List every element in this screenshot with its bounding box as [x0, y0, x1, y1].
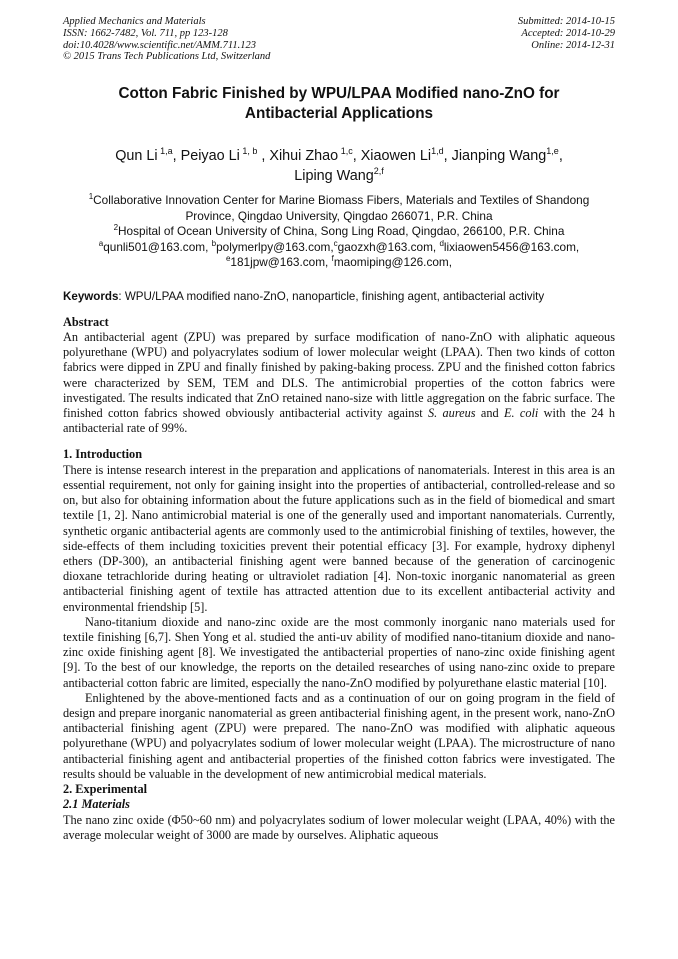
keywords-text: : WPU/LPAA modified nano-ZnO, nanoparticle, finishing agent, antibacterial activity — [118, 289, 545, 303]
submitted-date: Submitted: 2014-10-15 — [517, 16, 615, 27]
experimental-heading: 2. Experimental — [63, 781, 148, 796]
email-link[interactable]: 181jpw@163.com, — [230, 255, 332, 270]
author-name: Peiyao Li — [180, 148, 240, 165]
email-link[interactable]: lixiaowen5456@163.com, — [443, 239, 580, 254]
author-sup: 1,d — [431, 146, 444, 157]
paper-page — [63, 16, 615, 843]
introduction-heading: 1. Introduction — [63, 447, 143, 462]
header-left — [63, 16, 270, 63]
abstract-heading: Abstract — [63, 314, 109, 329]
doi-line: doi:10.4028/www.scientific.net/AMM.711.123 — [63, 39, 256, 51]
email-link[interactable]: gaozxh@163.com, — [337, 239, 440, 254]
header-right — [518, 16, 615, 63]
email-link[interactable]: maomiping@126.com, — [333, 255, 453, 270]
intro-paragraph-1: There is intense research interest in the preparation and applications of nanomaterials. Interest in this area is an essential requirement, not only for gaining insight into the properties of antibacterial, controlled-release and so on, but also for obtaining information about the future applications such as in the field of biomedical and smart textile [1, 2]. Nano antimicrobial material is one of the generally used and important nanomaterials. Currently, synthetic organic antibacterial agents are commonly used to the antimicrobial finishing of textiles, however, the side-effects of them including toxicities prevent their potential efficacy [3]. For example, hydroxy diphenyl ethers (DP-300), an antibacterial finishing agent were banned because of the generation of carcinogenic dioxane tetrachloride during heating or ultraviolet radiation [4]. Non-toxic inorganic nanomaterial as green antibacterial finishing agent of textile has attracted attention due to its excellent antibacterial activity and environmental friendship [5]. — [63, 462, 615, 614]
paper-title: Cotton Fabric Finished by WPU/LPAA Modified nano-ZnO for Antibacterial Applications — [118, 85, 560, 123]
author-sup: 2,f — [373, 166, 384, 177]
email-link[interactable]: polymerlpy@163.com, — [216, 239, 334, 254]
author-name: Xiaowen Li — [360, 148, 432, 165]
experimental-section — [63, 782, 615, 843]
abstract-text: An antibacterial agent (ZPU) was prepared by surface modification of nano-ZnO with aliphatic aqueous polyurethane (WPU) and polyacrylates sodium of lower molecular weight (LPAA). Then two kinds of cotton fabrics were dipped in ZPU and finally finished by paking-baking process. ZPU and the finished cotton fabrics were characterized by SEM, TEM and DLS. The antimicrobial properties of the cotton fabrics were investigated. The results indicated that ZnO retained nano-size with little aggregation on the fabric surface. The finished cotton fabrics showed obviously antibacterial activity against S. aureus and E. coli with the 24 h antibacterial rate of 99%. — [63, 329, 615, 436]
author-name: Liping Wang — [294, 168, 374, 185]
materials-heading: 2.1 Materials — [63, 797, 130, 812]
author-sup: 1, b — [242, 146, 258, 157]
journal-name: Applied Mechanics and Materials — [63, 16, 206, 27]
email-link[interactable]: qunli501@163.com, — [103, 239, 212, 254]
author-name: Jianping Wang — [451, 148, 547, 165]
author-sup: 1,e — [546, 146, 559, 157]
email-line-1: $^a$qunli501@163.com, $^b$polymerlpy@163.com,$^c$gaozxh@163.com, $^d$lixiaowen5456@163.com, — [98, 238, 580, 254]
email-line-2: $^e$181jpw@163.com, $^f$maomiping@126.com, — [225, 254, 453, 270]
author-sup: 1,c — [340, 146, 353, 157]
issn-line: ISSN: 1662-7482, Vol. 711, pp 123-128 — [63, 27, 228, 39]
keywords — [63, 289, 615, 304]
author-sup: 1,a — [160, 146, 173, 157]
author-name: Xihui Zhao — [269, 148, 339, 165]
introduction-section — [63, 447, 615, 782]
accepted-date: Accepted: 2014-10-29 — [521, 27, 615, 39]
materials-paragraph: The nano zinc oxide (Φ50~60 nm) and polyacrylates sodium of lower molecular weight (LPAA, 40%) with the average molecular weight of 3000 are made by ourselves. Aliphatic aqueous — [63, 812, 615, 842]
intro-paragraph-3: Enlightened by the above-mentioned facts and as a continuation of our on going program in the field of design and prepare inorganic nanomaterial as green antibacterial finishing agent, in the present work, nano-ZnO antibacterial finishing agent (ZPU) were prepared. The nano-ZnO was modified with aliphatic aqueous polyurethane (WPU) and polyacrylates sodium of lower molecular weight (LPAA). The microstructure of nano antibacterial finishing agent and antibacterial properties of the finished cotton fabrics were investigated. The results should be valuable in the development of new antimicrobial medical materials. — [63, 690, 615, 781]
online-date: Online: 2014-12-31 — [531, 39, 615, 51]
affiliations — [63, 193, 615, 271]
author-list: Qun Li $^{1,a}$, Peiyao Li $^{1, b}$ , Xihui Zhao $^{1,c}$, Xiaowen Li$^{1,d}$, Jianping Wang$^{1,e}$, Liping Wang$^{2,f}$ — [115, 146, 563, 185]
journal-header — [63, 16, 615, 63]
copyright-line: © 2015 Trans Tech Publications Ltd, Switzerland — [63, 51, 271, 63]
keywords-label: Keywords — [63, 289, 119, 303]
author-name: Qun Li — [115, 148, 158, 165]
affiliation-1: $^1$Collaborative Innovation Center for Marine Biomass Fibers, Materials and Textiles of Shandong Province, Qingdao University, Qingdao 266071, P.R. China — [88, 192, 590, 223]
intro-paragraph-2: Nano-titanium dioxide and nano-zinc oxide are the most commonly inorganic nano materials used for textile finishing [6,7]. Shen Yong et al. studied the anti-uv ability of modified nano-titanium dioxide and nano-zinc oxide finishing agent [8]. We investigated the antibacterial properties of nano-zinc oxide finishing agent [9]. To the best of our knowledge, the reports on the detailed researches of using nano-zinc oxide to prepare antibacterial cotton fabric are limited, especially the nano-ZnO modified by polyurethane elastic material [10]. — [63, 614, 615, 690]
affiliation-2: $^2$Hospital of Ocean University of China, Song Ling Road, Qingdao, 266100, P.R. China — [113, 223, 565, 239]
abstract-section — [63, 315, 615, 437]
